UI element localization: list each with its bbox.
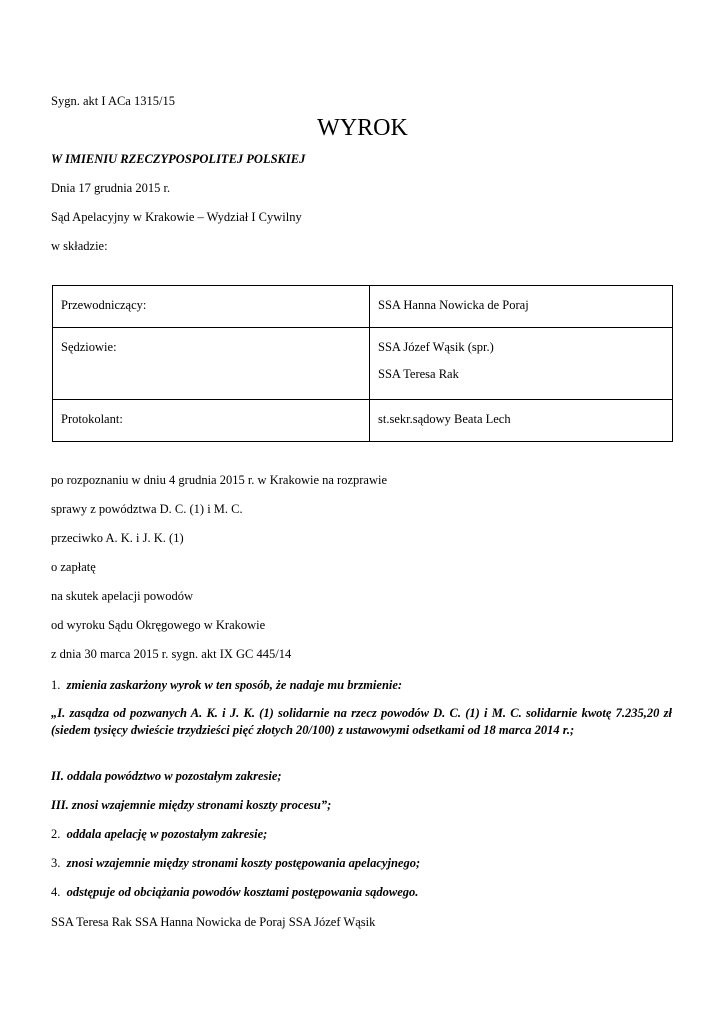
case-line: od wyroku Sądu Okręgowego w Krakowie [51,618,266,632]
item-number: 1. [51,678,61,692]
case-line: sprawy z powództwa D. C. (1) i M. C. [51,502,243,516]
panel-role: Przewodniczący: [53,286,370,328]
ruling-quote-point-2: II. oddala powództwo w pozostałym zakresie; [51,769,282,783]
panel-names [370,328,673,400]
case-line: na skutek apelacji powodów [51,589,193,603]
ruling-item-3 [51,855,420,871]
ruling-item-1 [51,677,402,693]
judge-signatures: SSA Teresa Rak SSA Hanna Nowicka de Poraj SSA Józef Wąsik [51,915,376,929]
item-number: 3. [51,856,61,870]
court-name: Sąd Apelacyjny w Krakowie – Wydział I Cywilny [51,210,302,224]
panel-name: SSA Hanna Nowicka de Poraj [378,298,529,312]
ruling-quote-point-3: III. znosi wzajemnie między stronami koszty procesu”; [51,798,332,812]
in-the-name-heading: W IMIENIU RZECZYPOSPOLITEJ POLSKIEJ [51,152,306,166]
case-line: po rozpoznaniu w dniu 4 grudnia 2015 r. w Krakowie na rozprawie [51,473,388,487]
court-panel-table [52,285,673,442]
item-text: oddala apelację w pozostałym zakresie; [66,827,268,841]
panel-role: Sędziowie: [53,328,370,400]
case-signature: Sygn. akt I ACa 1315/15 [51,94,175,108]
item-number: 2. [51,827,61,841]
composition-label: w składzie: [51,239,108,253]
table-row [53,328,673,400]
document-title: WYROK [317,115,408,141]
ruling-item-2 [51,826,267,842]
judgment-date: Dnia 17 grudnia 2015 r. [51,181,171,195]
panel-names [370,400,673,442]
ruling-item-4 [51,884,418,900]
panel-name: SSA Józef Wąsik (spr.) [378,340,494,354]
item-number: 4. [51,885,61,899]
table-row [53,286,673,328]
panel-names [370,286,673,328]
panel-name: st.sekr.sądowy Beata Lech [378,412,511,426]
item-text: odstępuje od obciążania powodów kosztami postępowania sądowego. [66,885,419,899]
ruling-quote-point-1: „I. zasądza od pozwanych A. K. i J. K. (1) solidarnie na rzecz powodów D. C. (1) i M. C. solidarnie kwotę 7.235,20 zł (siedem tysięcy dwieście trzydzieści pięć złotych 20/100) z ustawowymi odsetkami od 18 marca 2014 r.; [51,706,672,737]
case-line: z dnia 30 marca 2015 r. sygn. akt IX GC 445/14 [51,647,292,661]
case-line: przeciwko A. K. i J. K. (1) [51,531,184,545]
item-text: znosi wzajemnie między stronami koszty postępowania apelacyjnego; [66,856,421,870]
panel-name: SSA Teresa Rak [378,367,459,381]
table-row [53,400,673,442]
item-text: zmienia zaskarżony wyrok w ten sposób, że nadaje mu brzmienie: [66,678,403,692]
case-line: o zapłatę [51,560,96,574]
panel-role: Protokolant: [53,400,370,442]
